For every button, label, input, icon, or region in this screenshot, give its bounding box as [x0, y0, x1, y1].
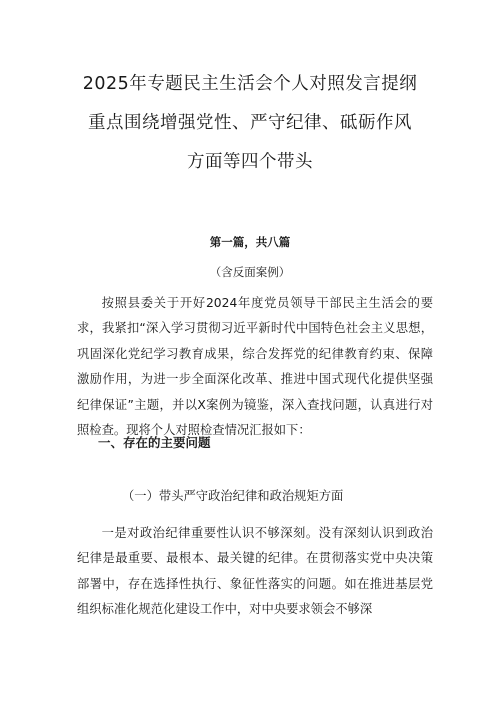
document-title-line-2: 重点围绕增强党性、严守纪律、砥砺作风	[88, 113, 412, 133]
subsection-heading: （一）带头严守政治纪律和政治规矩方面	[122, 489, 344, 503]
document-subtitle: 第一篇，共八篇	[209, 235, 291, 249]
document-note: （含反面案例）	[209, 265, 291, 279]
document-title-line-3: 方面等四个带头	[187, 152, 313, 172]
document-title-line-1: 2025年专题民主生活会个人对照发言提纲	[82, 74, 418, 94]
intro-paragraph: 按照县委关于开好2024年度党员领导干部民主生活会的要求，我紧扣“深入学习贯彻习近平新时代中国特色社会主义思想，巩固深化党纪学习教育成果，综合发挥党的纪律教育约束、保障激励作用，为进一步全面深化改革、推进中国式现代化提供坚强纪律保证”主题，并以X案例为镜鉴，深入查找问题，认真进行对照检查。现将个人对照检查情况汇报如下：	[77, 296, 433, 438]
body-paragraph: 一是对政治纪律重要性认识不够深刻。没有深刻认识到政治纪律是最重要、最根本、最关键的纪律。在贯彻落实党中央决策部署中，存在选择性执行、象征性落实的问题。如在推进基层党组织标准化规范化建设工作中，对中央要求领会不够深	[77, 526, 433, 617]
section-heading: 一、存在的主要问题	[98, 435, 211, 450]
